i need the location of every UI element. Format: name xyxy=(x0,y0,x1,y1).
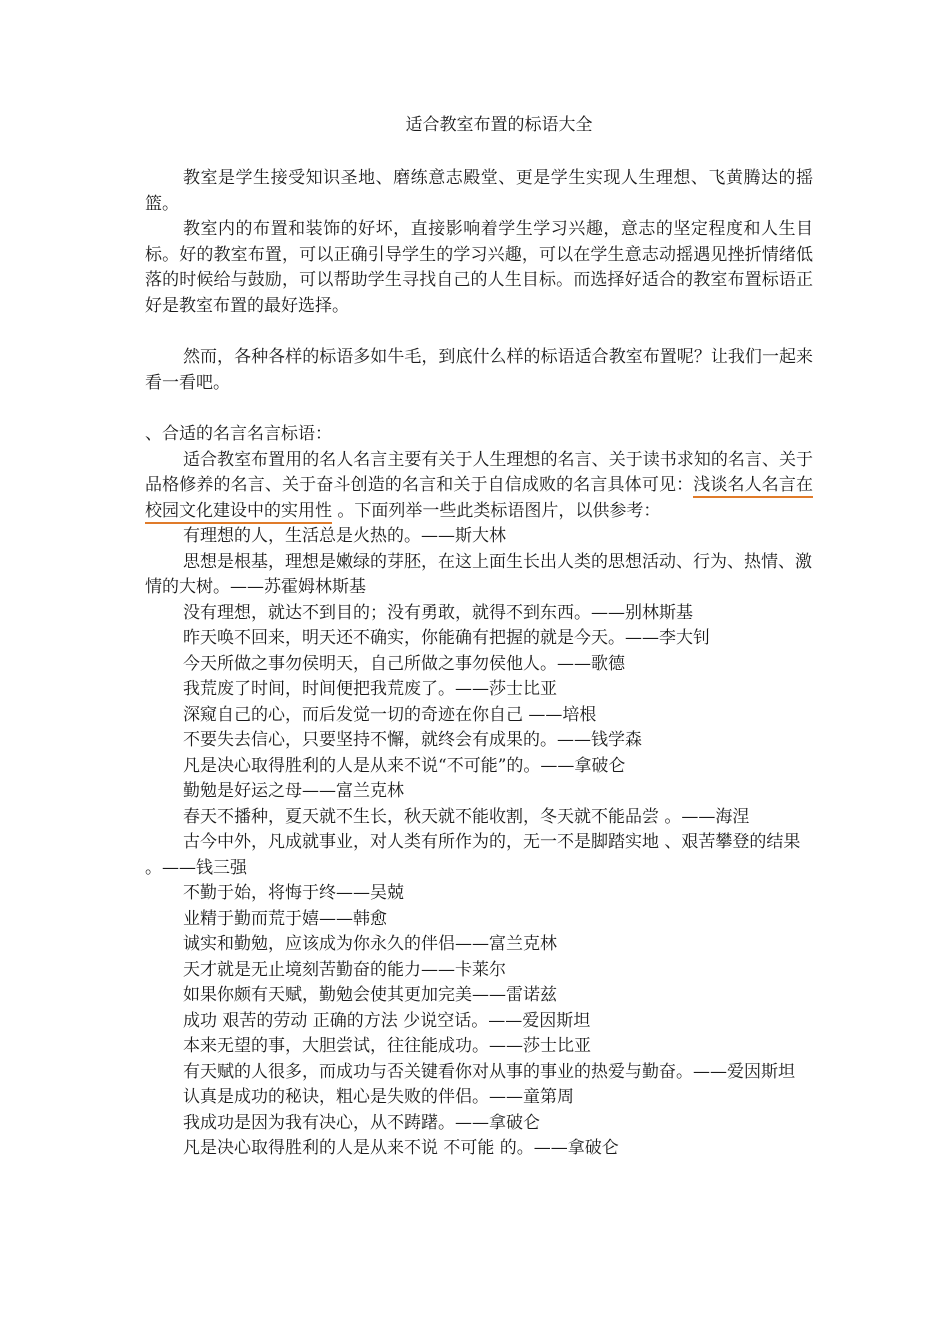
quote-item: 本来无望的事，大胆尝试，往往能成功。——莎士比亚 xyxy=(183,1036,591,1056)
quote-item: 认真是成功的秘诀，粗心是失败的伴侣。——童第周 xyxy=(183,1087,574,1107)
quote-item: 凡是决心取得胜利的人是从来不说 不可能 的。——拿破仑 xyxy=(183,1138,619,1158)
document-page xyxy=(145,112,813,1162)
quote-item: 春天不播种，夏天就不生长，秋天就不能收割，冬天就不能品尝 。——海涅 xyxy=(183,806,750,827)
intro-paragraph-3: 然而，各种各样的标语多如牛毛，到底什么样的标语适合教室布置呢？让我们一起来看一看吧。 xyxy=(145,347,813,393)
quote-item: 思想是根基，理想是嫩绿的芽胚，在这上面生长出人类的思想活动、行为、热情、激情的大树。——苏霍姆林斯基 xyxy=(145,551,812,597)
quote-item: 有理想的人，生活总是火热的。——斯大林 xyxy=(183,526,506,546)
quote-item: 如果你颇有天赋，勤勉会使其更加完美——雷诺兹 xyxy=(183,985,557,1005)
quote-item: 我成功是因为我有决心，从不踌躇。——拿破仑 xyxy=(183,1112,540,1133)
section-heading: 、合适的名言名言标语： xyxy=(145,424,332,444)
quote-item: 没有理想，就达不到目的；没有勇敢，就得不到东西。——别林斯基 xyxy=(183,602,693,623)
paragraph-gap xyxy=(145,396,813,422)
document-title: 适合教室布置的标语大全 xyxy=(405,115,593,135)
quote-item: 今天所做之事勿侯明天，自己所做之事勿侯他人。——歌德 xyxy=(183,653,625,674)
quote-item: 我荒废了时间，时间便把我荒废了。——莎士比亚 xyxy=(183,679,557,699)
quote-item: 古今中外，凡成就事业，对人类有所作为的，无一不是脚踏实地 、艰苦攀登的结果 。——钱三强 xyxy=(145,832,801,878)
quote-item: 不勤于始，将悔于终——吴兢 xyxy=(183,883,404,903)
section-text-before: 适合教室布置用的名人名言主要有关于人生理想的名言、关于读书求知的名言、关于品格修养的名言、关于奋斗创造的名言和关于自信成败的名言具体可见： xyxy=(145,449,813,495)
quote-item: 诚实和勤勉，应该成为你永久的伴侣——富兰克林 xyxy=(183,934,557,954)
intro-paragraph-2: 教室内的布置和装饰的好坏，直接影响着学生学习兴趣，意志的坚定程度和人生目标。好的教室布置，可以正确引导学生的学习兴趣，可以在学生意志动摇遇见挫折情绪低落的时候给与鼓励，可以帮助学生寻找自己的人生目标。而选择好适合的教室布置标语正好是教室布置的最好选择。 xyxy=(145,219,813,316)
quote-item: 天才就是无止境刻苦勤奋的能力——卡莱尔 xyxy=(183,959,506,980)
quote-item: 昨天唤不回来，明天还不确实，你能确有把握的就是今天。——李大钊 xyxy=(183,628,710,648)
section-paragraph xyxy=(145,448,813,525)
paragraph-gap xyxy=(145,319,813,345)
quote-list xyxy=(145,524,813,1162)
quote-item: 凡是决心取得胜利的人是从来不说“不可能”的。——拿破仑 xyxy=(183,755,626,776)
section-text-after: 。下面列举一些此类标语图片，以供参考： xyxy=(332,500,661,521)
quote-item: 勤勉是好运之母——富兰克林 xyxy=(183,781,404,801)
quote-item: 深窥自己的心，而后发觉一切的奇迹在你自己 ——培根 xyxy=(183,704,597,725)
intro-paragraph-1: 教室是学生接受知识圣地、磨练意志殿堂、更是学生实现人生理想、飞黄腾达的摇篮。 xyxy=(145,168,813,214)
article-link[interactable]: 浅谈名人名言在校园文化建设中的实用性 xyxy=(145,475,813,524)
quote-item: 成功 艰苦的劳动 正确的方法 少说空话。——爱因斯坦 xyxy=(183,1010,591,1031)
quote-item: 业精于勤而荒于嬉——韩愈 xyxy=(183,908,387,929)
quote-item: 有天赋的人很多，而成功与否关键看你对从事的事业的热爱与勤奋。——爱因斯坦 xyxy=(183,1061,795,1082)
quote-item: 不要失去信心，只要坚持不懈，就终会有成果的。——钱学森 xyxy=(183,730,642,750)
